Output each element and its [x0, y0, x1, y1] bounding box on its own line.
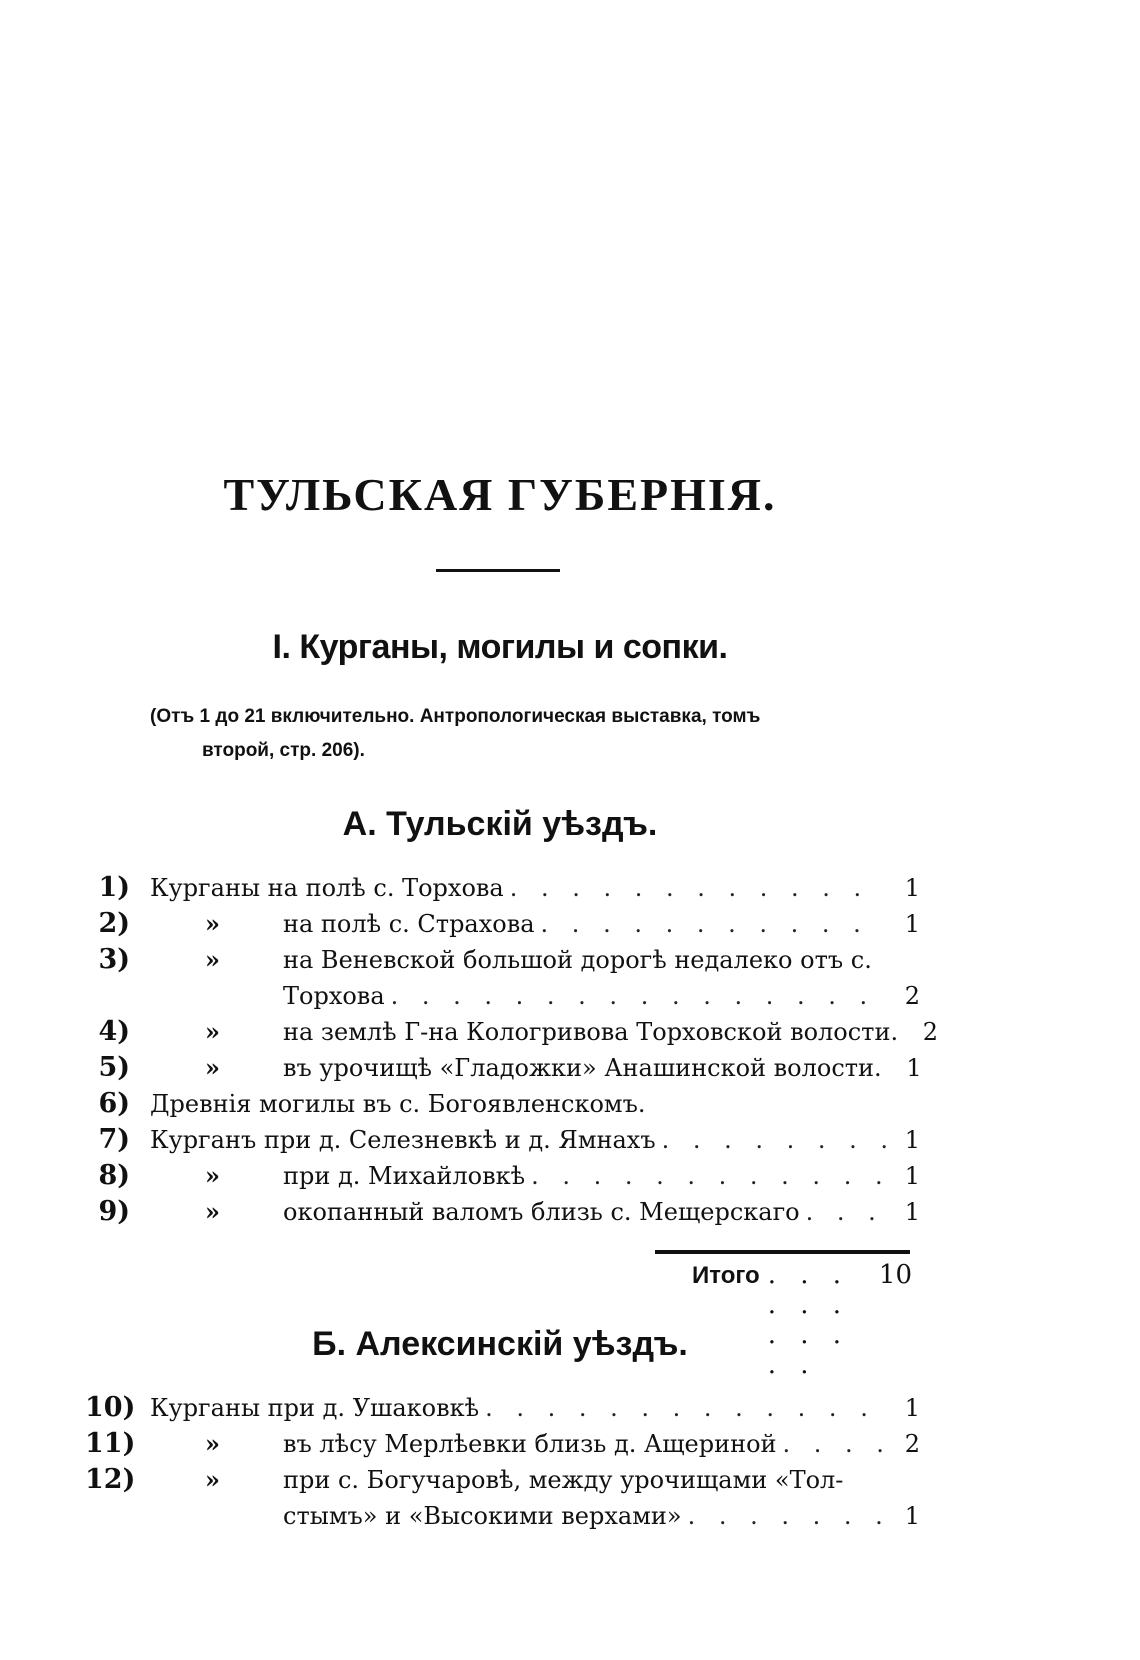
source-note-line-2: второй, стр. 206).	[202, 740, 365, 761]
item-number: 2)	[98, 908, 130, 939]
item-count: 1	[904, 910, 920, 938]
item-text: стымъ» и «Высокими верхами»	[283, 1502, 682, 1530]
item-number: 12)	[85, 1464, 136, 1495]
dot-leader	[682, 1498, 886, 1534]
section-heading: I. Курганы, могилы и сопки.	[272, 628, 728, 666]
list-item	[0, 1014, 939, 1050]
list-item	[0, 942, 920, 978]
item-count: 1	[904, 1198, 920, 1226]
item-text: окопанный валомъ близь с. Мещерскаго	[283, 1198, 800, 1226]
item-text: Курганъ при д. Селезневкѣ и д. Ямнахъ	[150, 1126, 656, 1154]
total-label: Итого	[692, 1262, 760, 1289]
item-number: 11)	[85, 1428, 136, 1459]
source-note-line-1: (Отъ 1 до 21 включительно. Антропологическая выставка, томъ	[150, 706, 761, 727]
item-number: 1)	[98, 872, 130, 903]
ditto-mark: »	[205, 909, 220, 938]
ditto-mark: »	[205, 945, 220, 974]
item-number: 9)	[98, 1196, 130, 1227]
dot-leader	[385, 978, 886, 1014]
item-count: 1	[904, 1394, 920, 1422]
dot-leader	[800, 1194, 886, 1230]
dot-leader	[504, 870, 886, 906]
item-text: Курганы при д. Ушаковкѣ	[150, 1394, 480, 1422]
item-text: въ лѣсу Мерлѣевки близь д. Ащериной	[283, 1430, 777, 1458]
item-number: 10)	[85, 1392, 136, 1423]
item-number: 4)	[98, 1016, 130, 1047]
item-count: 1	[904, 1502, 920, 1530]
item-number: 7)	[98, 1124, 130, 1155]
list-item	[0, 1086, 920, 1122]
ditto-mark: »	[205, 1161, 220, 1190]
district-b-list	[0, 1390, 920, 1534]
item-text: на полѣ с. Страхова	[283, 910, 535, 938]
list-item	[0, 1158, 920, 1194]
source-note	[150, 700, 890, 768]
ditto-mark: »	[205, 1053, 220, 1082]
item-text: Курганы на полѣ с. Торхова	[150, 874, 504, 902]
list-item	[0, 1426, 920, 1462]
district-b-heading: Б. Алексинскій уѣздъ.	[312, 1325, 688, 1363]
ditto-mark: »	[205, 1017, 220, 1046]
list-item	[0, 1050, 920, 1086]
list-item-continuation	[0, 978, 920, 1014]
list-item-continuation	[0, 1498, 920, 1534]
item-text: на Веневской большой дорогѣ недалеко отъ с.	[283, 946, 872, 974]
item-text: при с. Богучаровѣ, между урочищами «Тол-	[283, 1466, 844, 1494]
item-text: на землѣ Г-на Кологривова Торховской волости.	[283, 1018, 899, 1046]
ditto-mark: »	[205, 1197, 220, 1226]
item-text: Древнія могилы въ с. Богоявленскомъ.	[150, 1090, 646, 1118]
dot-leader	[525, 1158, 886, 1194]
dot-leader	[479, 1390, 886, 1426]
district-a-heading: А. Тульскій уѣздъ.	[342, 805, 658, 843]
list-item	[0, 906, 920, 942]
item-count: 1	[904, 874, 920, 902]
item-text: при д. Михайловкѣ	[283, 1162, 526, 1190]
item-number: 8)	[98, 1160, 130, 1191]
list-item	[0, 870, 920, 906]
dot-leader	[656, 1122, 886, 1158]
item-count: 2	[922, 1018, 939, 1046]
item-text: въ урочищѣ «Гладожки» Анашинской волости.	[283, 1054, 882, 1082]
total-rule	[655, 1250, 910, 1254]
item-count: 1	[904, 1126, 920, 1154]
list-item	[0, 1194, 920, 1230]
dot-leader	[535, 906, 886, 942]
list-item	[0, 1390, 920, 1426]
list-item	[0, 1122, 920, 1158]
item-count: 2	[904, 982, 920, 1010]
total-value: 10	[878, 1260, 912, 1290]
item-text: Торхова	[283, 982, 385, 1010]
dot-leader	[777, 1426, 886, 1462]
page-title: ТУЛЬСКАЯ ГУБЕРНІЯ.	[223, 469, 777, 520]
ditto-mark: »	[205, 1465, 220, 1494]
list-item	[0, 1462, 920, 1498]
item-number: 6)	[98, 1088, 130, 1119]
ditto-mark: »	[205, 1429, 220, 1458]
item-number: 3)	[98, 944, 130, 975]
item-count: 1	[906, 1054, 922, 1082]
district-a-list	[0, 870, 939, 1230]
item-number: 5)	[98, 1052, 130, 1083]
item-count: 1	[904, 1162, 920, 1190]
item-count: 2	[904, 1430, 920, 1458]
title-divider	[436, 569, 560, 572]
